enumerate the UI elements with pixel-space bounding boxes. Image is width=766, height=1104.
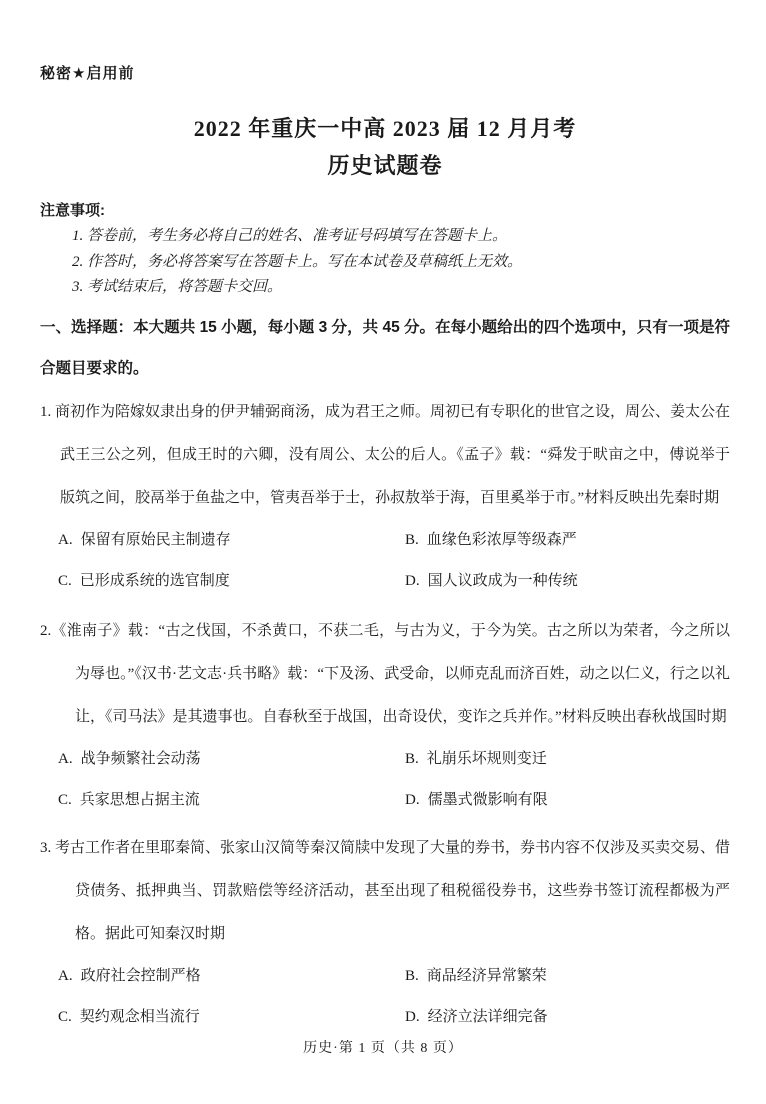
option-a-label: A. <box>58 531 73 548</box>
question-3-text: 考古工作者在里耶秦简、张家山汉简等秦汉简牍中发现了大量的券书，券书内容不仅涉及买卖交易、借贷债务、抵押典当、罚款赔偿等经济活动，甚至出现了租税徭役券书，这些券书签订流程都极为严格。据此可知秦汉时期 <box>55 839 731 942</box>
option-c-label: C. <box>58 572 72 589</box>
option-b-text: 商品经济异常繁荣 <box>426 967 547 984</box>
option-d-text: 经济立法详细完备 <box>427 1008 548 1025</box>
question-3-option-a <box>58 956 405 997</box>
question-2-options <box>40 739 730 821</box>
question-2-text: 《淮南子》载：“古之伐国，不杀黄口，不获二毛，与古为义，于今为笑。古之所以为荣者，今之所以为辱也。”《汉书·艺文志·兵书略》载：“下及汤、武受命，以师克乱而济百姓，动之以仁义，行之以礼让，《司马法》是其遗事也。自春秋至于战国，出奇设伏，变诈之兵并作。”材料反映出春秋战国时期 <box>51 622 730 725</box>
option-c-label: C. <box>58 1008 72 1025</box>
page-title-line2: 历史试题卷 <box>327 153 443 178</box>
option-b-text: 血缘色彩浓厚等级森严 <box>426 531 577 548</box>
question-3 <box>40 827 730 1038</box>
page-title <box>40 110 730 184</box>
question-2-option-a <box>58 739 405 780</box>
question-2-number: 2. <box>40 622 52 639</box>
option-d-label: D. <box>405 791 420 808</box>
option-d-label: D. <box>405 1008 420 1025</box>
question-1-text: 商初作为陪嫁奴隶出身的伊尹辅弼商汤，成为君王之师。周初已有专职化的世官之设，周公、姜太公在武王三公之列，但成王时的六卿，没有周公、太公的后人。《孟子》载：“舜发于畎亩之中，傅说举于版筑之间，胶鬲举于鱼盐之中，管夷吾举于士，孙叔敖举于海，百里奚举于市。”材料反映出先秦时期 <box>55 403 731 506</box>
question-3-number: 3. <box>40 839 52 856</box>
option-a-label: A. <box>58 967 73 984</box>
option-b-label: B. <box>405 750 419 767</box>
option-b-label: B. <box>405 967 419 984</box>
question-2-stem <box>40 610 730 739</box>
question-1-option-b <box>405 520 730 561</box>
option-d-text: 国人议政成为一种传统 <box>427 572 578 589</box>
option-a-text: 战争频繁社会动荡 <box>80 750 201 767</box>
question-3-option-b <box>405 956 730 997</box>
question-3-stem <box>40 827 730 956</box>
question-2-option-d <box>405 780 730 821</box>
section-1-heading: 一、选择题：本大题共 15 小题，每小题 3 分，共 45 分。在每小题给出的四个选项中，只有一项是符合题目要求的。 <box>40 318 730 377</box>
notice-item-2: 2. 作答时，务必将答案写在答题卡上。写在本试卷及草稿纸上无效。 <box>72 253 523 270</box>
question-2-option-c <box>58 780 405 821</box>
question-1-options <box>40 520 730 602</box>
option-b-label: B. <box>405 531 419 548</box>
notice-section <box>40 198 730 301</box>
question-3-options <box>40 956 730 1038</box>
question-1-stem <box>40 391 730 520</box>
page-title-line1: 2022 年重庆一中高 2023 届 12 月月考 <box>193 116 577 141</box>
option-c-text: 已形成系统的选官制度 <box>79 572 230 589</box>
option-d-text: 儒墨式微影响有限 <box>427 791 548 808</box>
option-a-text: 政府社会控制严格 <box>80 967 201 984</box>
page-content <box>0 64 766 1038</box>
option-b-text: 礼崩乐坏规则变迁 <box>426 750 547 767</box>
notice-item-3: 3. 考试结束后，将答题卡交回。 <box>72 279 283 295</box>
notice-heading: 注意事项: <box>40 202 105 219</box>
notice-item-1: 1. 答卷前，考生务必将自己的姓名、准考证号码填写在答题卡上。 <box>72 228 508 244</box>
question-1-number: 1. <box>40 403 52 420</box>
option-c-text: 兵家思想占据主流 <box>79 791 200 808</box>
option-a-label: A. <box>58 750 73 767</box>
classification-label: 秘密★启用前 <box>40 65 135 82</box>
question-3-option-c <box>58 997 405 1038</box>
option-d-label: D. <box>405 572 420 589</box>
option-a-text: 保留有原始民主制遗存 <box>80 531 231 548</box>
option-c-text: 契约观念相当流行 <box>79 1008 200 1025</box>
question-1-option-d <box>405 561 730 602</box>
page-footer: 历史·第 1 页（共 8 页） <box>303 1041 463 1056</box>
question-1-option-c <box>58 561 405 602</box>
question-1 <box>40 391 730 602</box>
question-1-option-a <box>58 520 405 561</box>
question-2 <box>40 610 730 821</box>
question-2-option-b <box>405 739 730 780</box>
question-3-option-d <box>405 997 730 1038</box>
option-c-label: C. <box>58 791 72 808</box>
